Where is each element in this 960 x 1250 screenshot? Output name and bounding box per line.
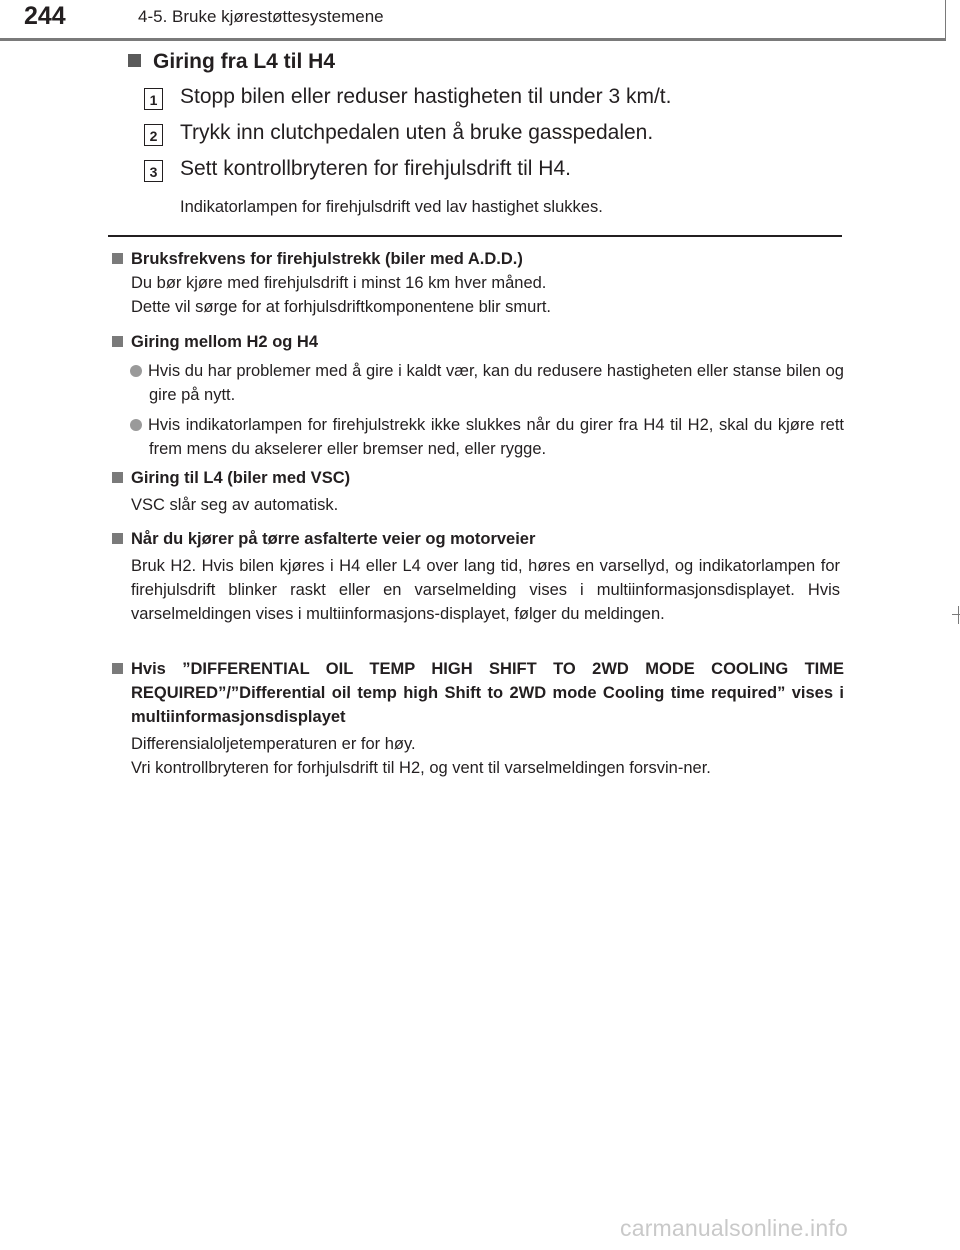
step-number: 3: [144, 160, 163, 182]
info-text: Dette vil sørge for at forhjulsdriftkomponentene blir smurt.: [131, 298, 552, 316]
crop-mark: [945, 0, 946, 40]
info-text: Bruk H2. Hvis bilen kjøres i H4 eller L4 over lang tid, høres en varsellyd, og indikatorlampen for firehjulsdrift blinker raskt eller en varselmelding vises i multiinformasjonsdisplayet. Hvis varselmeldingen vises i multiinformasjons-displayet, følger du meldingen.: [131, 557, 840, 623]
step-text: Stopp bilen eller reduser hastigheten til under 3 km/t.: [180, 85, 672, 108]
circle-bullet-icon: [130, 365, 142, 377]
step-number: 2: [144, 124, 163, 146]
info-text: VSC slår seg av automatisk.: [131, 496, 339, 514]
page-number: 244: [24, 2, 66, 30]
info-text: Du bør kjøre med firehjulsdrift i minst 16 km hver måned.: [131, 274, 547, 292]
info-block-4: [112, 527, 844, 626]
page-header: [0, 0, 960, 42]
square-bullet-icon: [112, 253, 123, 264]
section-title: Giring fra L4 til H4: [153, 50, 336, 73]
info-block-5: [112, 657, 844, 780]
section-divider: [108, 235, 842, 237]
square-bullet-icon: [112, 336, 123, 347]
info-heading: Hvis ”DIFFERENTIAL OIL TEMP HIGH SHIFT TO 2WD MODE COOLING TIME REQUIRED”/”Differential oil temp high Shift to 2WD mode Cooling time required” vises i multiinformasjonsdisplayet: [112, 657, 844, 729]
info-block-3: [112, 466, 844, 517]
info-heading: Når du kjører på tørre asfalterte veier og motorveier: [112, 527, 844, 551]
step-text: Trykk inn clutchpedalen uten å bruke gasspedalen.: [180, 121, 654, 144]
chapter-title: 4-5. Bruke kjørestøttesystemene: [138, 7, 384, 26]
list-item: Hvis indikatorlampen for firehjulstrekk ikke slukkes når du girer fra H4 til H2, skal du kjøre rett frem mens du akselerer eller bremser ned, eller rygge.: [112, 413, 844, 461]
square-bullet-icon: [112, 663, 123, 674]
watermark: carmanualsonline.info: [620, 1215, 848, 1241]
info-heading: Giring til L4 (biler med VSC): [112, 466, 844, 490]
list-item: Hvis du har problemer med å gire i kaldt vær, kan du redusere hastigheten eller stanse bilen og gire på nytt.: [112, 359, 844, 407]
step-note: Indikatorlampen for firehjulsdrift ved lav hastighet slukkes.: [180, 198, 603, 216]
section-heading: [128, 50, 335, 74]
square-bullet-icon: [112, 533, 123, 544]
square-bullet-icon: [112, 472, 123, 483]
step-text: Sett kontrollbryteren for firehjulsdrift til H4.: [180, 157, 571, 180]
step-number: 1: [144, 88, 163, 110]
square-bullet-icon: [128, 54, 141, 67]
info-block-1: [112, 247, 844, 319]
info-heading: Bruksfrekvens for firehjulstrekk (biler med A.D.D.): [112, 247, 844, 271]
crop-mark: [958, 606, 959, 624]
info-block-2: [112, 330, 844, 461]
info-heading: Giring mellom H2 og H4: [112, 330, 844, 354]
info-text: Vri kontrollbryteren for forhjulsdrift til H2, og vent til varselmeldingen forsvin-ner.: [131, 759, 711, 777]
header-rule: [0, 38, 946, 41]
info-text: Differensialoljetemperaturen er for høy.: [131, 735, 416, 753]
circle-bullet-icon: [130, 419, 142, 431]
